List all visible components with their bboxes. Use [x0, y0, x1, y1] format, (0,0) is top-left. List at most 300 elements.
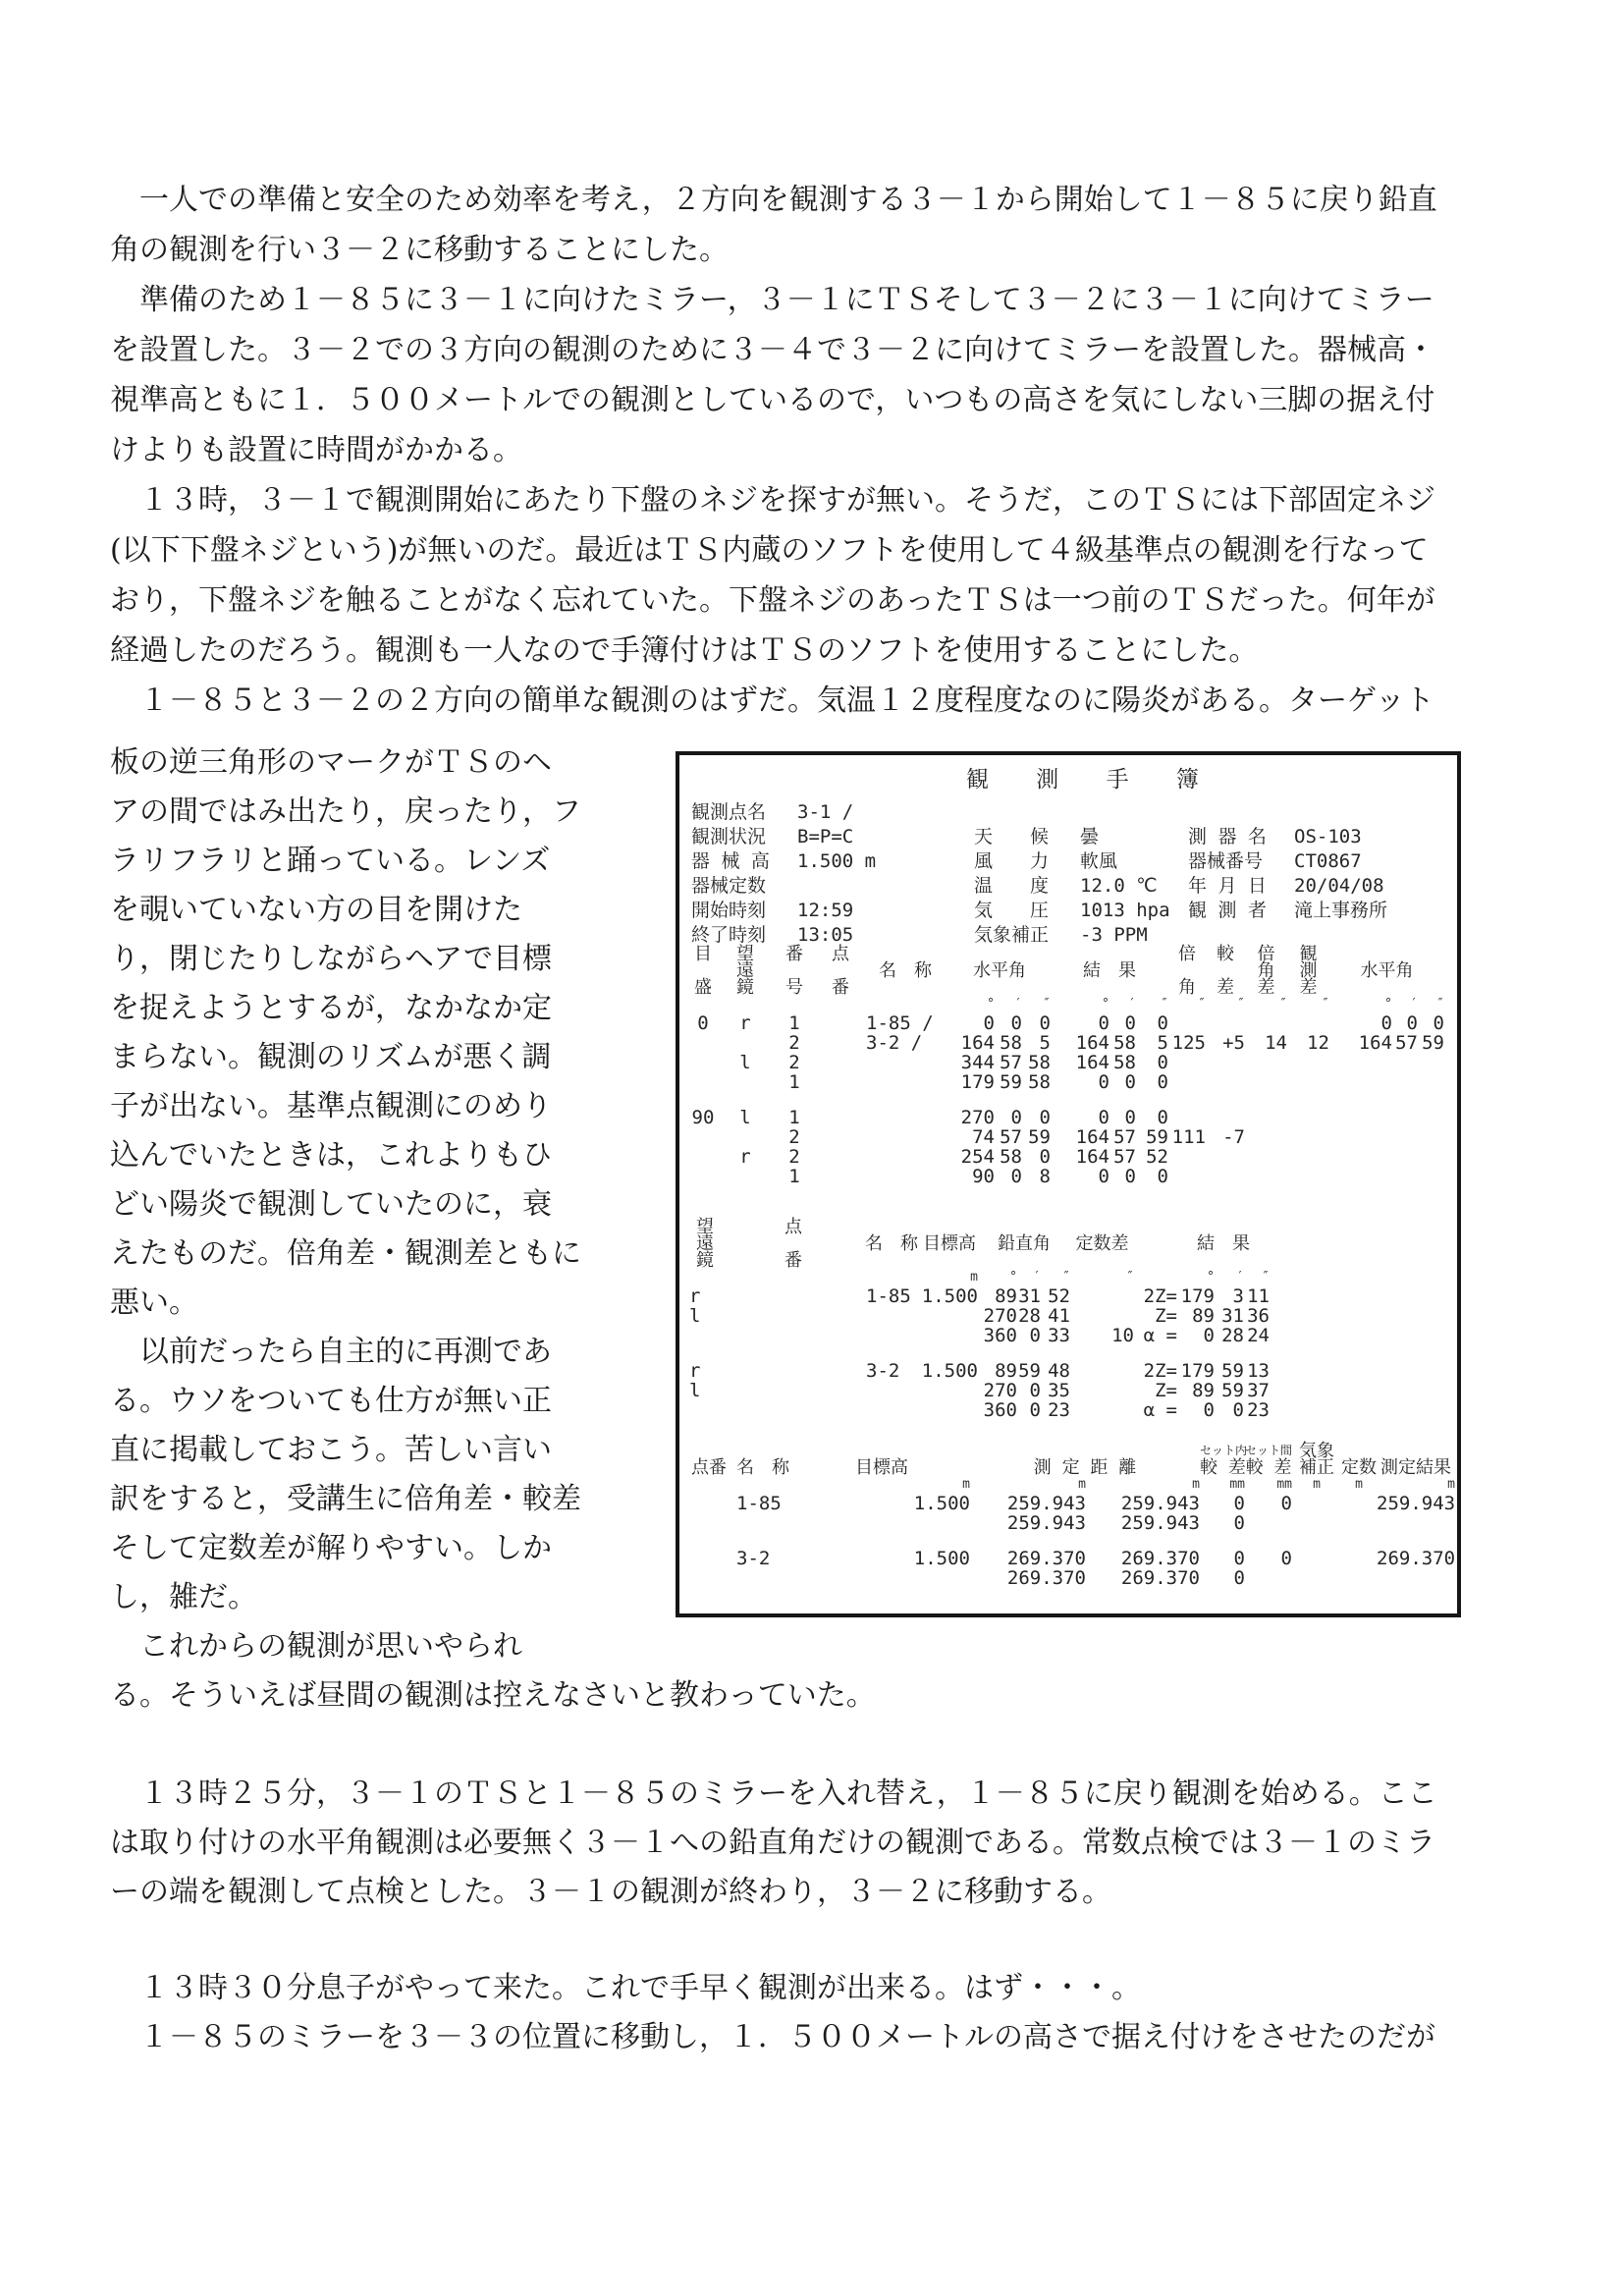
header-cell [685, 1219, 725, 1269]
angle-part: ″ [1062, 1270, 1070, 1285]
angle-cell [978, 1381, 1070, 1400]
value-cell [819, 1108, 862, 1127]
header-cell [1200, 1443, 1248, 1478]
value-cell [1070, 1286, 1134, 1306]
row-gap [685, 1092, 1444, 1108]
angle-part: 360 [983, 1325, 1017, 1346]
angle-part: 0 [1029, 1399, 1041, 1421]
header-cell [862, 1219, 921, 1269]
angle-cell [1051, 1167, 1168, 1186]
value-cell [1168, 1053, 1206, 1072]
table-header-row [685, 946, 1444, 996]
header-line: 盛 [694, 977, 712, 998]
header-line: 名 称 [879, 960, 932, 981]
row-gap [685, 1533, 1455, 1549]
header-line [1329, 979, 1444, 996]
angle-part: 254 [960, 1146, 995, 1168]
header-line: 差 [1217, 977, 1234, 998]
value-cell: 2 [788, 1126, 800, 1148]
header-line: 鉛直角 [998, 1233, 1051, 1254]
units-row [685, 1269, 1270, 1286]
meta-label: 器械定数 [691, 875, 767, 897]
angle-part: 164 [1075, 1126, 1109, 1148]
value-cell [1245, 1053, 1287, 1072]
angle-part: ′ [1236, 1270, 1244, 1285]
meta-value: OS-103 [1294, 826, 1362, 847]
value-cell [721, 1033, 770, 1053]
header-cell [862, 946, 948, 996]
value-cell [685, 1072, 721, 1092]
angle-part: 0 [1098, 1012, 1109, 1034]
distance-table [685, 1443, 1455, 1588]
angle-part: 270 [983, 1380, 1017, 1401]
unit-cell: m [962, 1477, 970, 1492]
header-line: 較 差 [1245, 1457, 1292, 1478]
text-line: 以前だったら自主的に再測であ [110, 1335, 552, 1369]
angle-part [1329, 1072, 1392, 1092]
horizontal-angle-table [685, 946, 1444, 1186]
meta-label: 器 械 高 [691, 850, 770, 872]
angle-part: 0 [1157, 1166, 1168, 1187]
value-cell [1245, 1108, 1287, 1127]
value-cell: l [739, 1107, 751, 1128]
angle-cell [948, 1127, 1051, 1147]
value-cell [793, 1568, 970, 1588]
value-cell: r [739, 1146, 751, 1168]
angle-part [1392, 1147, 1418, 1167]
header-line: 目 [694, 944, 712, 964]
value-cell: Z= [1155, 1305, 1177, 1327]
angle-cell [1051, 1127, 1168, 1147]
value-cell [1292, 1568, 1341, 1588]
angle-cell [948, 1167, 1051, 1186]
value-cell: 2 [788, 1052, 800, 1073]
value-cell [862, 1381, 921, 1400]
value-cell [721, 1127, 770, 1147]
angle-part [1329, 1167, 1392, 1186]
table-row [685, 1326, 1270, 1345]
angle-part [1392, 1127, 1418, 1147]
angle-part: 164 [1075, 1146, 1109, 1168]
value-cell: 2Z= [1143, 1360, 1177, 1382]
angle-part: 179 [960, 1071, 995, 1093]
value-cell: 0 [1233, 1512, 1245, 1534]
angle-part: ′ [1014, 997, 1022, 1011]
angle-cell [1051, 1147, 1168, 1167]
value-cell: 10 [1111, 1325, 1134, 1346]
angle-part: 0 [1010, 1166, 1022, 1187]
value-cell [862, 1400, 921, 1420]
header-line: 名 称 [865, 1233, 918, 1254]
value-cell [685, 1127, 721, 1147]
meta-label: 観 測 者 [1188, 900, 1267, 921]
value-cell: 259.943 [1120, 1493, 1200, 1514]
angle-part: 179 [1180, 1285, 1215, 1307]
value-cell [862, 1108, 948, 1127]
text-line: これからの観測が思いやられ [110, 1629, 522, 1664]
text-line: おり，下盤ネジを触ることがなく忘れていた。下盤ネジのあったＴＳは一つ前のＴＳだった。何年が [110, 583, 1435, 618]
angle-part: ″ [1436, 997, 1444, 1011]
meta-label: 温 度 [974, 875, 1050, 897]
meta-value: B=P=C [797, 826, 854, 847]
value-cell: 269.370 [1120, 1567, 1200, 1589]
text-line: ラリフラリと踊っている。レンズ [110, 844, 551, 878]
angle-part: 33 [1048, 1325, 1070, 1346]
text-line: 直に掲載しておこう。苦しい言い [110, 1433, 552, 1467]
angle-part: 36 [1247, 1305, 1270, 1327]
header-line: 遠 [696, 1233, 714, 1254]
angle-part: 58 [1028, 1071, 1051, 1093]
text-line: り，閉じたりしながらヘアで目標 [110, 942, 552, 976]
header-line: 点 [832, 944, 849, 964]
angle-part: 0 [1029, 1325, 1041, 1346]
angle-part [1418, 1108, 1444, 1127]
angle-part: 0 [1203, 1399, 1215, 1421]
angle-cell [1177, 1306, 1270, 1326]
angle-part: 74 [972, 1126, 995, 1148]
angle-part: ′ [1033, 1270, 1041, 1285]
angle-cell [1177, 1361, 1270, 1381]
text-line: し，雑だ。 [110, 1580, 257, 1614]
angle-cell [1329, 1127, 1444, 1147]
value-cell [862, 1127, 948, 1147]
meta-line [691, 825, 876, 849]
value-cell: 0 [1280, 1548, 1292, 1569]
meta-value: 軟風 [1080, 850, 1118, 872]
value-cell: 0 [1233, 1548, 1245, 1569]
value-cell: 3-2 [736, 1548, 771, 1569]
angle-part: 0 [1098, 1166, 1109, 1187]
header-line: 差 [1299, 977, 1318, 998]
text-line: 経過したのだろう。観測も一人なので手簿付けはＴＳのソフトを使用することにした。 [110, 633, 1259, 668]
notebook-title: 観 測 手 簿 [966, 767, 1212, 793]
meta-value: 滝上事務所 [1294, 900, 1388, 921]
header-line: 観 [1299, 944, 1318, 964]
header-line: 角 [1178, 977, 1196, 998]
text-line: を設置した。３－２での３方向の観測のために３－４で３－２に向けてミラーを設置した。器械高・ [110, 333, 1435, 367]
angle-cell [1329, 1013, 1444, 1033]
angle-part: ′ [1410, 997, 1418, 1011]
units-row [685, 996, 1444, 1013]
angle-part: 57 [1000, 1126, 1022, 1148]
angle-part: 0 [1157, 1012, 1168, 1034]
header-line [1177, 1252, 1270, 1269]
value-cell [732, 1568, 793, 1588]
angle-part: 57 [1113, 1146, 1136, 1168]
text-line: けよりも設置に時間がかかる。 [110, 433, 522, 467]
body-paragraphs-bottom-2 [110, 1964, 1435, 2062]
value-cell: 3-2 [866, 1360, 900, 1382]
angle-part: 59 [1018, 1360, 1041, 1382]
header-line: 結 果 [1083, 960, 1136, 981]
unit-cell [1134, 1269, 1177, 1286]
value-cell [921, 1381, 978, 1400]
header-line: 番 [832, 977, 849, 998]
value-cell [685, 1549, 732, 1568]
value-cell [685, 1167, 721, 1186]
angle-part: 58 [1113, 1032, 1136, 1054]
text-line: 角の観測を行い３－２に移動することにした。 [110, 233, 729, 267]
table-row [685, 1013, 1444, 1033]
angle-part: 23 [1048, 1399, 1070, 1421]
angle-part [1418, 1072, 1444, 1092]
value-cell [685, 1568, 732, 1588]
body-paragraphs-top [110, 175, 1437, 726]
meta-line [691, 874, 876, 899]
value-cell [685, 1326, 725, 1345]
value-cell: 111 [1171, 1126, 1206, 1148]
value-cell: 3-2 ∕ [866, 1032, 923, 1054]
header-line: 気象 [1299, 1441, 1334, 1461]
header-cell [1168, 946, 1206, 996]
body-paragraphs-bottom-1 [110, 1770, 1437, 1917]
angle-part: ″ [1262, 1270, 1270, 1285]
header-line: 定数差 [1075, 1233, 1129, 1254]
meta-label: 気象補正 [974, 924, 1050, 946]
angle-part: 28 [1018, 1305, 1041, 1327]
angle-part: 0 [1232, 1399, 1244, 1421]
value-cell: 259.943 [1006, 1512, 1086, 1534]
unit-cell [685, 1476, 732, 1494]
meta-line [1188, 899, 1387, 923]
header-line: 較 差 [1200, 1457, 1246, 1478]
meta-line [1188, 825, 1387, 849]
value-cell [862, 1053, 948, 1072]
meta-line [691, 899, 876, 923]
angle-cell [1177, 1286, 1270, 1306]
header-line: 遠 [736, 960, 754, 981]
value-cell: α = [1143, 1399, 1177, 1421]
value-cell: 90 [691, 1107, 715, 1128]
value-cell [921, 1306, 978, 1326]
value-cell [1287, 1108, 1329, 1127]
value-cell: -7 [1222, 1126, 1245, 1148]
value-cell [862, 1147, 948, 1167]
value-cell [1206, 1053, 1245, 1072]
angle-cell [1177, 1400, 1270, 1420]
meta-line [974, 849, 1170, 874]
text-line: 子が出ない。基準点観測にのめり [110, 1089, 552, 1123]
angle-part: ° [1009, 1270, 1017, 1285]
value-cell: 269.370 [1006, 1548, 1086, 1569]
value-cell: 0 [697, 1012, 709, 1034]
notebook-meta-left [691, 800, 876, 948]
table-row [685, 1072, 1444, 1092]
value-cell: +5 [1222, 1032, 1245, 1054]
unit-cell [725, 1269, 862, 1286]
angle-part: 59 [1000, 1071, 1022, 1093]
angle-part: 0 [1039, 1146, 1051, 1168]
value-cell: 14 [1265, 1032, 1287, 1054]
table-row [685, 1033, 1444, 1053]
value-cell [725, 1400, 862, 1420]
angle-part: 31 [1018, 1285, 1041, 1307]
value-cell [725, 1326, 862, 1345]
table-row [685, 1147, 1444, 1167]
value-cell [725, 1306, 862, 1326]
angle-cell [948, 1072, 1051, 1092]
header-cell [770, 946, 819, 996]
table-row [685, 1167, 1444, 1186]
meta-label: 測 器 名 [1188, 826, 1267, 847]
value-cell [1341, 1513, 1377, 1533]
value-cell: 1-85 [736, 1493, 782, 1514]
angle-part: 270 [960, 1107, 995, 1128]
value-cell [1287, 1167, 1329, 1186]
value-cell [725, 1286, 862, 1306]
table-row [685, 1108, 1444, 1127]
value-cell: 1-85 ∕ [866, 1012, 934, 1034]
header-line: 倍 [1178, 944, 1196, 964]
value-cell [862, 1306, 921, 1326]
angle-part: 89 [995, 1285, 1017, 1307]
value-cell [1245, 1147, 1287, 1167]
value-cell [721, 1072, 770, 1092]
angle-cell [1051, 996, 1168, 1015]
header-line: 望 [736, 944, 754, 964]
header-line: 水平角 [1360, 960, 1414, 981]
value-cell [819, 1013, 862, 1033]
value-cell [1245, 1568, 1292, 1588]
value-cell: r [689, 1285, 701, 1307]
unit-cell: mm [1229, 1477, 1245, 1492]
value-cell [732, 1513, 793, 1533]
meta-value: 1013 hpa [1080, 900, 1170, 921]
angle-part: ′ [1128, 997, 1136, 1011]
angle-cell [1051, 1033, 1168, 1053]
value-cell [1206, 1013, 1245, 1033]
header-cell [948, 946, 1051, 996]
header-line [948, 979, 1051, 996]
angle-cell [1051, 1053, 1168, 1072]
text-line: 悪い。 [110, 1285, 198, 1320]
text-line: 視準高ともに１．５００メートルでの観測としているので，いつもの高さを気にしない三脚の据え付 [110, 383, 1435, 417]
angle-cell [948, 1147, 1051, 1167]
unit-cell: mm [1276, 1477, 1292, 1492]
value-cell: 1 [788, 1012, 800, 1034]
angle-part: 0 [1029, 1380, 1041, 1401]
value-cell: α = [1143, 1325, 1177, 1346]
angle-cell [1051, 1072, 1168, 1092]
unit-cell [770, 996, 819, 1013]
table-row [685, 1306, 1270, 1326]
value-cell: r [739, 1012, 751, 1034]
header-line: 結 果 [1197, 1233, 1250, 1254]
meta-line [1188, 849, 1387, 874]
header-cell [1341, 1443, 1377, 1476]
angle-part: 0 [1380, 1012, 1392, 1034]
value-cell [1070, 1400, 1134, 1420]
unit-cell: m [1447, 1477, 1455, 1492]
meta-label: 観測点名 [691, 801, 767, 823]
meta-value: 3-1 ∕ [797, 801, 854, 823]
header-cell [1070, 1219, 1134, 1269]
angle-part [1418, 1167, 1444, 1186]
angle-part [1329, 1147, 1392, 1167]
value-cell [819, 1147, 862, 1167]
text-line: まらない。観測のリズムが悪く調 [110, 1040, 552, 1074]
meta-label: 年 月 日 [1188, 875, 1267, 897]
table-row [685, 1568, 1455, 1588]
angle-part: 0 [1039, 1012, 1051, 1034]
header-cell [921, 1219, 978, 1269]
header-line: セット間 [1245, 1444, 1293, 1457]
angle-part: 59 [1422, 1032, 1444, 1054]
header-line [978, 1252, 1070, 1269]
angle-part: 59 [1221, 1380, 1244, 1401]
header-line: 倍 [1257, 944, 1275, 964]
meta-label: 風 力 [974, 850, 1050, 872]
angle-cell [948, 1013, 1051, 1033]
header-cell [1292, 1443, 1341, 1476]
angle-part [1392, 1053, 1418, 1072]
value-cell [1341, 1494, 1377, 1513]
value-cell [862, 1326, 921, 1345]
unit-cell [721, 996, 770, 1013]
meta-label: 気 圧 [974, 900, 1050, 921]
unit-cell [862, 1269, 921, 1286]
angle-part: 0 [1098, 1107, 1109, 1128]
value-cell: 1 [788, 1166, 800, 1187]
text-line: １３時，３－１で観測開始にあたり下盤のネジを探すが無い。そうだ，このＴＳには下部固定ネジ [110, 483, 1435, 518]
angle-part [1418, 1127, 1444, 1147]
header-line: 較 [1217, 944, 1234, 964]
angle-part: 31 [1221, 1305, 1244, 1327]
value-cell: 1 [788, 1107, 800, 1128]
text-line: を捉えようとするが，なかなか定 [110, 991, 552, 1025]
value-cell: 2Z= [1143, 1285, 1177, 1307]
unit-cell: ″ [1198, 997, 1206, 1011]
value-cell [819, 1072, 862, 1092]
angle-part: ″ [1161, 997, 1168, 1011]
value-cell [1168, 1147, 1206, 1167]
table-row [685, 1381, 1270, 1400]
angle-part: 52 [1048, 1285, 1070, 1307]
meta-value: CT0867 [1294, 850, 1362, 872]
header-line: 番 [784, 1250, 802, 1271]
angle-cell [1329, 1108, 1444, 1127]
units-row [685, 1476, 1455, 1494]
table-row [685, 1361, 1270, 1381]
table-row [685, 1494, 1455, 1513]
value-cell [685, 1053, 721, 1072]
header-cell [1245, 1443, 1292, 1476]
unit-cell: m [1078, 1477, 1086, 1492]
value-cell [1168, 1167, 1206, 1186]
meta-line [974, 899, 1170, 923]
angle-part [1392, 1108, 1418, 1127]
angle-part [1392, 1167, 1418, 1186]
text-line: る。ウソをついても仕方が無い正 [110, 1384, 552, 1418]
value-cell [862, 1167, 948, 1186]
observation-notebook-box [676, 751, 1461, 1617]
angle-part: 3 [1232, 1285, 1244, 1307]
angle-part: 0 [1124, 1071, 1136, 1093]
value-cell [1070, 1361, 1134, 1381]
meta-value: 12:59 [797, 900, 854, 921]
angle-cell [1329, 1072, 1444, 1092]
text-line: 一人での準備と安全のため効率を考え，２方向を観測する３－１から開始して１－８５に戻り鉛直 [110, 183, 1437, 217]
angle-cell [1177, 1381, 1270, 1400]
angle-part: 0 [1157, 1052, 1168, 1073]
value-cell [921, 1326, 978, 1345]
text-line: アの間ではみ出たり，戻ったり，フ [110, 794, 581, 829]
notebook-meta-instrument [1188, 825, 1387, 923]
row-gap [685, 1345, 1270, 1361]
value-cell [819, 1167, 862, 1186]
unit-cell: m [970, 1270, 978, 1285]
angle-part: 5 [1039, 1032, 1051, 1054]
